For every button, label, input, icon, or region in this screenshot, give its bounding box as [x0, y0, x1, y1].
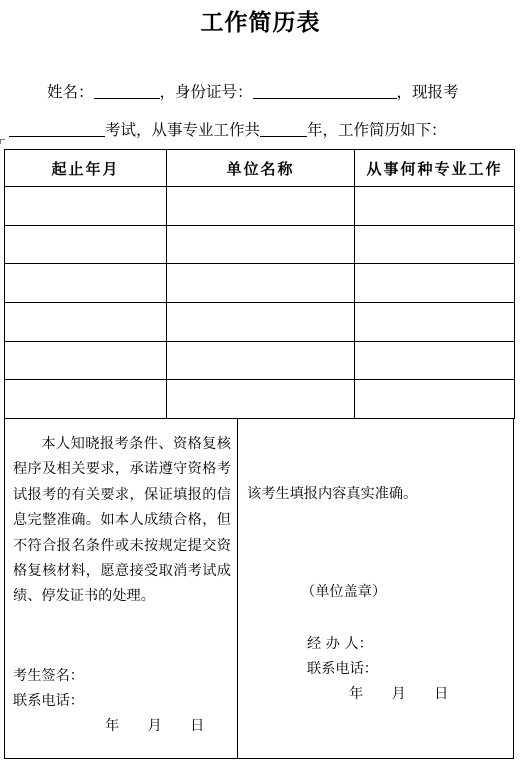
unit-date: 年 月 日: [349, 686, 449, 702]
form-title: 工作简历表: [200, 9, 321, 36]
unit-seal-label: （单位盖章）: [301, 584, 387, 600]
table-cell[interactable]: [167, 225, 355, 264]
table-header-row: [5, 150, 515, 187]
name-label: 姓名：: [47, 83, 94, 101]
table-cell[interactable]: [5, 187, 167, 226]
table-row: [5, 302, 515, 341]
table-cell[interactable]: [167, 302, 355, 341]
exam-blank[interactable]: [9, 120, 105, 137]
unit-phone-label: 联系电话：: [307, 661, 378, 677]
id-label: ，身份证号：: [159, 83, 253, 101]
candidate-phone-label: 联系电话：: [13, 693, 84, 709]
table-cell[interactable]: [167, 187, 355, 226]
header-period: 起止年月: [5, 150, 167, 187]
table-row: [5, 264, 515, 303]
table-cell[interactable]: [355, 225, 515, 264]
declaration-section: [4, 419, 514, 759]
section-divider: [237, 419, 238, 758]
table-cell[interactable]: [355, 380, 515, 419]
table-cell[interactable]: [5, 225, 167, 264]
table-row: [5, 341, 515, 380]
table-row: [5, 225, 515, 264]
table-cell[interactable]: [5, 264, 167, 303]
name-blank[interactable]: [94, 82, 160, 99]
unit-handler-label: 经 办 人：: [307, 636, 373, 652]
resume-table: [4, 149, 515, 419]
intro-line-1: [47, 80, 459, 102]
years-label: 年，工作简历如下：: [307, 121, 447, 139]
table-cell[interactable]: [355, 187, 515, 226]
table-cell[interactable]: [355, 302, 515, 341]
table-cell[interactable]: [355, 264, 515, 303]
years-blank[interactable]: [260, 120, 307, 137]
intro-line-2: [9, 118, 447, 140]
header-unit: 单位名称: [167, 150, 355, 187]
unit-statement: 该考生填报内容真实准确。: [247, 486, 418, 502]
table-cell[interactable]: [5, 341, 167, 380]
header-job: 从事何种专业工作: [355, 150, 515, 187]
candidate-date: 年 月 日: [105, 718, 205, 734]
apply-label: ，现报考: [396, 83, 459, 101]
table-cell[interactable]: [167, 264, 355, 303]
table-cell[interactable]: [167, 341, 355, 380]
table-row: [5, 380, 515, 419]
anchor-marker: [0, 139, 5, 144]
table-cell[interactable]: [5, 380, 167, 419]
table-cell[interactable]: [167, 380, 355, 419]
exam-label: 考试，从事专业工作共: [105, 121, 261, 139]
table-cell[interactable]: [5, 302, 167, 341]
table-cell[interactable]: [355, 341, 515, 380]
candidate-signature-label: 考生签名：: [13, 668, 84, 684]
id-blank[interactable]: [253, 82, 397, 99]
table-row: [5, 187, 515, 226]
candidate-pledge: 本人知晓报考条件、资格复核程序及相关要求，承诺遵守资格考试报考的有关要求，保证填报的信息完整准确。如本人成绩合格，但不符合报名条件或未按规定提交资格复核材料，愿意接受取消考试成绩、停发证书的处理。: [13, 436, 231, 605]
